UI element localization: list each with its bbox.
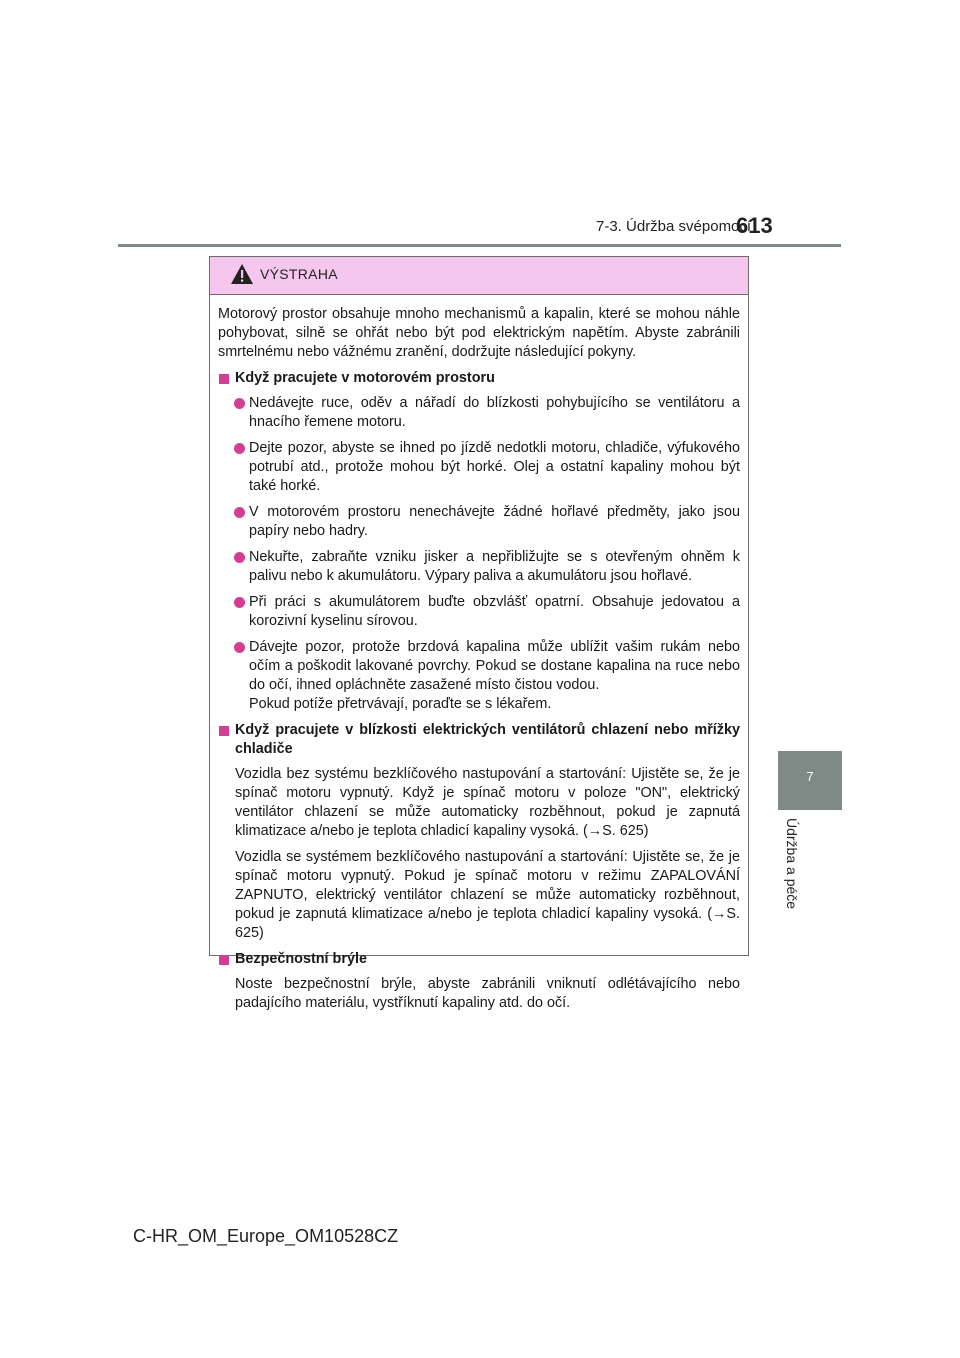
list-item [218,548,740,586]
square-bullet-icon [219,374,229,384]
header-section-title: 7-3. Údržba svépomocí [596,218,752,235]
list-item [218,503,740,541]
list-item-text-continued: Pokud potíže přetrvávají, poraďte se s lékařem. [249,696,552,712]
round-bullet-icon [234,597,245,608]
chapter-tab [778,751,842,810]
list-item [218,439,740,496]
list-item-text: Dejte pozor, abyste se ihned po jízdě nedotkli motoru, chladiče, výfukového potrubí atd., protože mohou být horké. Olej a ostatní kapaliny mohou být také horké. [249,440,740,494]
chapter-number: 7 [806,769,814,784]
warning-header [210,257,748,295]
footer-doc-code: C-HR_OM_Europe_OM10528CZ [133,1226,399,1246]
list-item-text: Nedávejte ruce, oděv a nářadí do blízkosti pohybujícího se ventilátoru a hnacího řemene motoru. [249,395,740,430]
subheading-cooling-fans [218,721,740,759]
paragraph-without-smart-entry: Vozidla bez systému bezklíčového nastupování a startování: Ujistěte se, že je spínač motoru vypnutý. Když je spínač motoru v poloze "ON", elektrický ventilátor chlazení se může automaticky rozběhnout, pokud je zapnutá klimatizace a/nebo je teplota chladicí kapaliny vysoká. (→S. 625) [235,766,740,839]
round-bullet-icon [234,507,245,518]
list-item-text: Dávejte pozor, protože brzdová kapalina může ublížit vašim rukám nebo očím a poškodit lakované povrchy. Pokud se dostane kapalina na ruce nebo do očí, ihned opláchněte zasažené místo čistou vodou. [249,639,740,693]
list-item [218,394,740,432]
round-bullet-icon [234,552,245,563]
subheading-text: Bezpečnostní brýle [235,951,367,967]
warning-title: VÝSTRAHA [260,266,338,282]
warning-intro: Motorový prostor obsahuje mnoho mechanismů a kapalin, které se mohou náhle pohybovat, silně se ohřát nebo být pod elektrickým napětím. Abyste zabránili smrtelnému nebo vážnému zranění, dodržujte následující pokyny. [218,306,740,360]
warning-box [209,256,749,1011]
round-bullet-icon [234,398,245,409]
subheading-text: Když pracujete v motorovém prostoru [235,370,495,386]
square-bullet-icon [219,726,229,736]
list-item [218,593,740,631]
paragraph-with-smart-entry: Vozidla se systémem bezklíčového nastupování a startování: Ujistěte se, že je spínač motoru vypnutý. Pokud je spínač motoru v režimu ZAPALOVÁNÍ ZAPNUTO, elektrický ventilátor chlazení se může automaticky rozběhnout, pokud je zapnutá klimatizace a/nebo je teplota chladicí kapaliny vysoká. (→S. 625) [235,849,740,941]
subheading-text: Když pracujete v blízkosti elektrických ventilátorů chlazení nebo mřížky chladiče [235,722,740,757]
subheading-safety-glasses [218,950,740,969]
warning-triangle-icon [230,263,254,285]
chapter-label-text: Údržba a péče [784,818,800,910]
list-item [218,638,740,714]
square-bullet-icon [219,955,229,965]
round-bullet-icon [234,642,245,653]
chapter-label [780,818,808,938]
page-number: 613 [736,213,773,238]
list-item-text: Nekuřte, zabraňte vzniku jisker a nepřibližujte se s otevřeným ohněm k palivu nebo k akumulátoru. Výpary paliva a akumulátoru jsou hořlavé. [249,549,740,584]
header-rule [118,244,841,247]
warning-body [210,295,748,1013]
list-item-text: V motorovém prostoru nenechávejte žádné hořlavé předměty, jako jsou papíry nebo hadry. [249,504,740,539]
round-bullet-icon [234,443,245,454]
paragraph-safety-glasses: Noste bezpečnostní brýle, abyste zabránili vniknutí odlétávajícího nebo padajícího materiálu, vystříknutí kapaliny atd. do očí. [235,976,740,1011]
list-item-text: Při práci s akumulátorem buďte obzvlášť opatrní. Obsahuje jedovatou a korozivní kyselinu sírovou. [249,594,740,629]
subheading-engine-compartment [218,369,740,388]
